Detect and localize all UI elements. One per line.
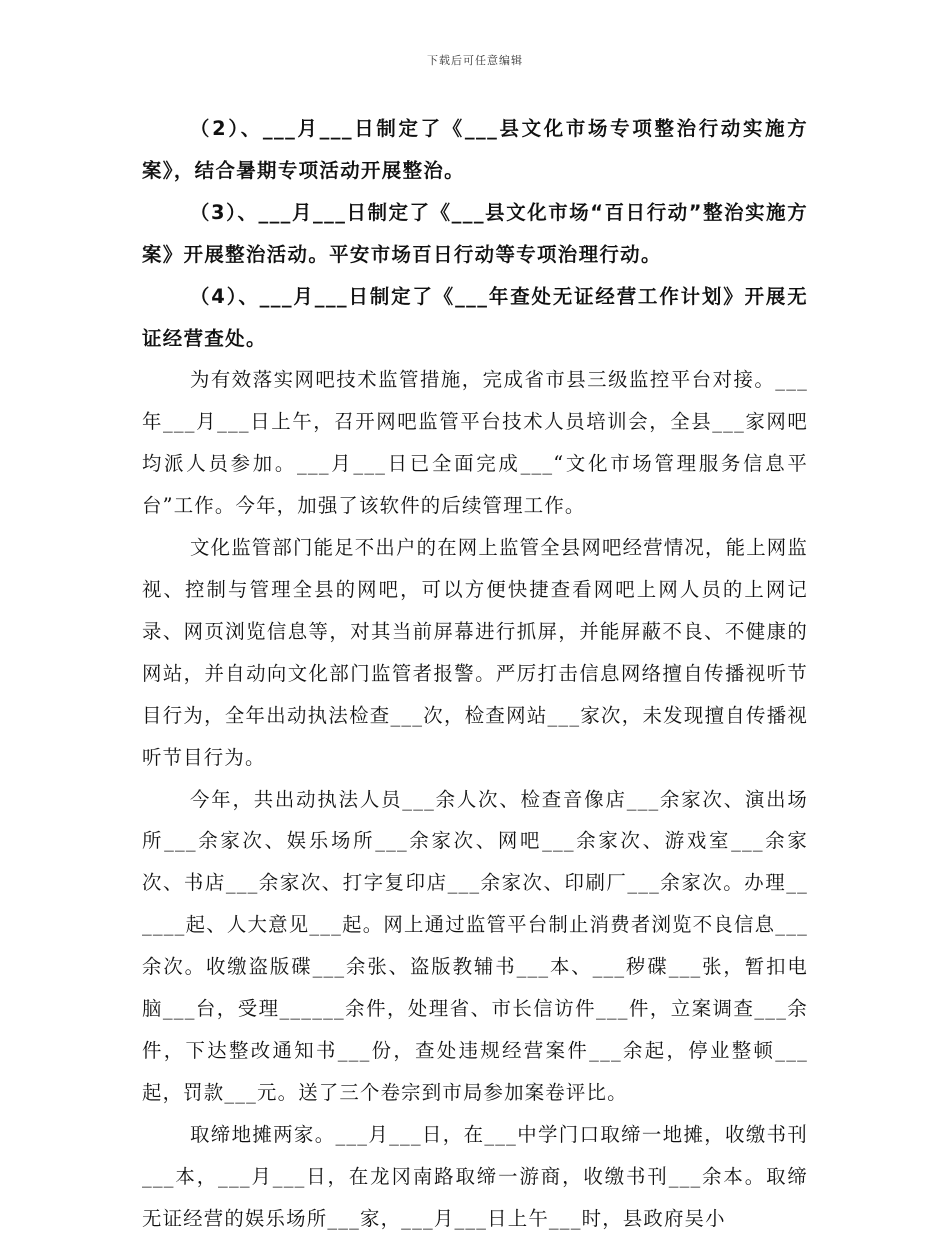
paragraph-street-stalls: 取缔地摊两家。___月___日，在___中学门口取缔一地摊，收缴书刊___本，___月___日，在龙冈南路取缔一游商，收缴书刊___余本。取缔无证经营的娱乐场所___家，___月___日上午___时，县政府吴小 <box>142 1122 808 1230</box>
paragraph-item-4: （4）、___月___日制定了《___年查处无证经营工作计划》开展无证经营查处。 <box>142 284 808 350</box>
page-header: 下载后可任意编辑 <box>427 54 523 67</box>
paragraph-item-3: （3）、___月___日制定了《___县文化市场“百日行动”整治实施方案》开展整治活动。平安市场百日行动等专项治理行动。 <box>142 200 808 266</box>
paragraph-annual-statistics: 今年，共出动执法人员___余人次、检查音像店___余家次、演出场所___余家次、娱乐场所___余家次、网吧___余家次、游戏室___余家次、书店___余家次、打字复印店___余家次、印刷厂___余家次。办理______起、人大意见___起。网上通过监管平台制止消费者浏览不良信息___余次。收缴盗版碟___余张、盗版教辅书___本、___秽碟___张，暂扣电脑___台，受理______余件，处理省、市长信访件___件，立案调查___余件，下达整改通知书___份，查处违规经营案件___余起，停业整顿___起，罚款___元。送了三个卷宗到市局参加案卷评比。 <box>142 787 808 1104</box>
paragraph-online-supervision: 文化监管部门能足不出户的在网上监管全县网吧经营情况，能上网监视、控制与管理全县的网吧，可以方便快捷查看网吧上网人员的上网记录、网页浏览信息等，对其当前屏幕进行抓屏，并能屏蔽不良、不健康的网站，并自动向文化部门监管者报警。严厉打击信息网络擅自传播视听节目行为，全年出动执法检查___次，检查网站___家次，未发现擅自传播视听节目行为。 <box>142 536 808 769</box>
paragraph-item-2: （2）、___月___日制定了《___县文化市场专项整治行动实施方案》，结合暑期专项活动开展整治。 <box>142 117 808 182</box>
paragraph-monitoring-platform: 为有效落实网吧技术监管措施，完成省市县三级监控平台对接。___年___月___日上午，召开网吧监管平台技术人员培训会，全县___家网吧均派人员参加。___月___日已全面完成___“文化市场管理服务信息平台”工作。今年，加强了该软件的后续管理工作。 <box>142 368 808 518</box>
document-body <box>142 108 808 1239</box>
